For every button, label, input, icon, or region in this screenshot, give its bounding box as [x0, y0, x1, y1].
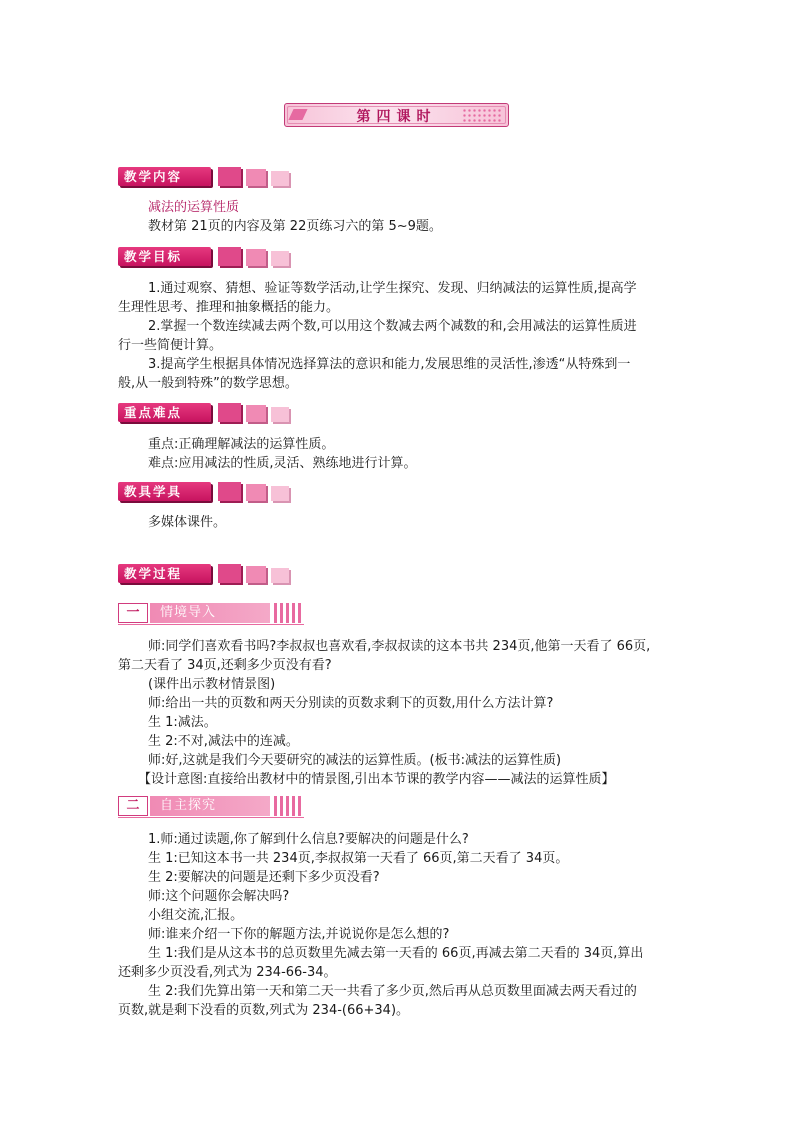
design-intent-note: 【设计意图:直接给出教材中的情景图,引出本节课的教学内容——减法的运算性质】 [138, 772, 615, 787]
lesson-title: 第四课时 [356, 109, 437, 125]
lesson-title-banner [284, 103, 509, 127]
decor-square [218, 564, 241, 583]
decor-square [246, 405, 266, 422]
section-label: 教学内容 [118, 167, 211, 186]
section-label: 教具学具 [118, 482, 211, 501]
explore-line: 还剩多少页没看,列式为 234-66-34。 [118, 965, 337, 980]
goal-line: 3.提高学生根据具体情况选择算法的意识和能力,发展思维的灵活性,渗透“从特殊到一 [148, 357, 631, 372]
goal-line: 2.掌握一个数连续减去两个数,可以用这个数减去两个减数的和,会用减法的运算性质进 [148, 319, 637, 334]
stripe-decoration [274, 796, 304, 816]
subsection-title: 自主探究 [160, 798, 217, 813]
explore-line: 师:谁来介绍一下你的解题方法,并说说你是怎么想的? [148, 927, 450, 942]
section-header-content [118, 167, 298, 187]
decor-square [271, 486, 289, 501]
section-label: 教学目标 [118, 247, 211, 266]
decor-square [246, 249, 266, 266]
decor-square [246, 484, 266, 501]
tools-text: 多媒体课件。 [148, 515, 227, 530]
stripe-decoration [274, 603, 304, 623]
subsection-number: 一 [118, 603, 148, 623]
goal-line: 1.通过观察、猜想、验证等数学活动,让学生探究、发现、归纳减法的运算性质,提高学 [148, 281, 637, 296]
subsection-title: 情境导入 [160, 605, 217, 620]
explore-line: 1.师:通过读题,你了解到什么信息?要解决的问题是什么? [148, 832, 469, 847]
section-header-tools [118, 482, 298, 502]
section-header-goals [118, 247, 298, 267]
decor-square [271, 251, 289, 266]
intro-line: 师:同学们喜欢看书吗?李叔叔也喜欢看,李叔叔读的这本书共 234页,他第一天看了 66页, [148, 639, 651, 654]
decor-square [271, 171, 289, 186]
section-label: 教学过程 [118, 564, 211, 583]
decor-square [271, 407, 289, 422]
subsection-bar [150, 603, 270, 623]
intro-line: 师:给出一共的页数和两天分别读的页数求剩下的页数,用什么方法计算? [148, 696, 554, 711]
decor-square [218, 167, 241, 186]
explore-line: 师:这个问题你会解决吗? [148, 889, 290, 904]
section-label: 重点难点 [118, 403, 211, 422]
subsection-bar [150, 796, 270, 816]
decor-square [218, 403, 241, 422]
intro-line: 生 2:不对,减法中的连减。 [148, 734, 299, 749]
intro-line: 第二天看了 34页,还剩多少页没有看? [118, 658, 332, 673]
intro-line: 生 1:减法。 [148, 715, 217, 730]
intro-line: 师:好,这就是我们今天要研究的减法的运算性质。(板书:减法的运算性质) [148, 753, 562, 768]
subsection-underline [118, 817, 304, 818]
subsection-header-intro [118, 603, 304, 624]
explore-line: 小组交流,汇报。 [148, 908, 244, 923]
decor-square [218, 482, 241, 501]
content-text: 教材第 21页的内容及第 22页练习六的第 5~9题。 [148, 219, 442, 234]
explore-line: 生 1:已知这本书一共 234页,李叔叔第一天看了 66页,第二天看了 34页。 [148, 851, 569, 866]
key-point-line: 重点:正确理解减法的运算性质。 [148, 437, 335, 452]
key-point-line: 难点:应用减法的性质,灵活、熟练地进行计算。 [148, 456, 417, 471]
subsection-number: 二 [118, 796, 148, 816]
decor-square [246, 566, 266, 583]
subsection-header-exploration [118, 796, 304, 817]
subsection-underline [118, 624, 304, 625]
content-topic: 减法的运算性质 [148, 200, 240, 215]
goal-line: 般,从一般到特殊”的数学思想。 [118, 376, 298, 391]
decor-square [218, 247, 241, 266]
section-header-key-points [118, 403, 298, 423]
explore-line: 生 1:我们是从这本书的总页数里先减去第一天看的 66页,再减去第二天看的 34页,算出 [148, 946, 644, 961]
intro-line: (课件出示教材情景图) [148, 677, 276, 692]
explore-line: 生 2:我们先算出第一天和第二天一共看了多少页,然后再从总页数里面减去两天看过的 [148, 984, 637, 999]
section-header-process [118, 564, 298, 584]
goal-line: 生理性思考、推理和抽象概括的能力。 [118, 300, 340, 315]
decor-square [271, 568, 289, 583]
goal-line: 行一些简便计算。 [118, 338, 223, 353]
explore-line: 页数,就是剩下没看的页数,列式为 234-(66+34)。 [118, 1003, 410, 1018]
explore-line: 生 2:要解决的问题是还剩下多少页没看? [148, 870, 380, 885]
decor-square [246, 169, 266, 186]
